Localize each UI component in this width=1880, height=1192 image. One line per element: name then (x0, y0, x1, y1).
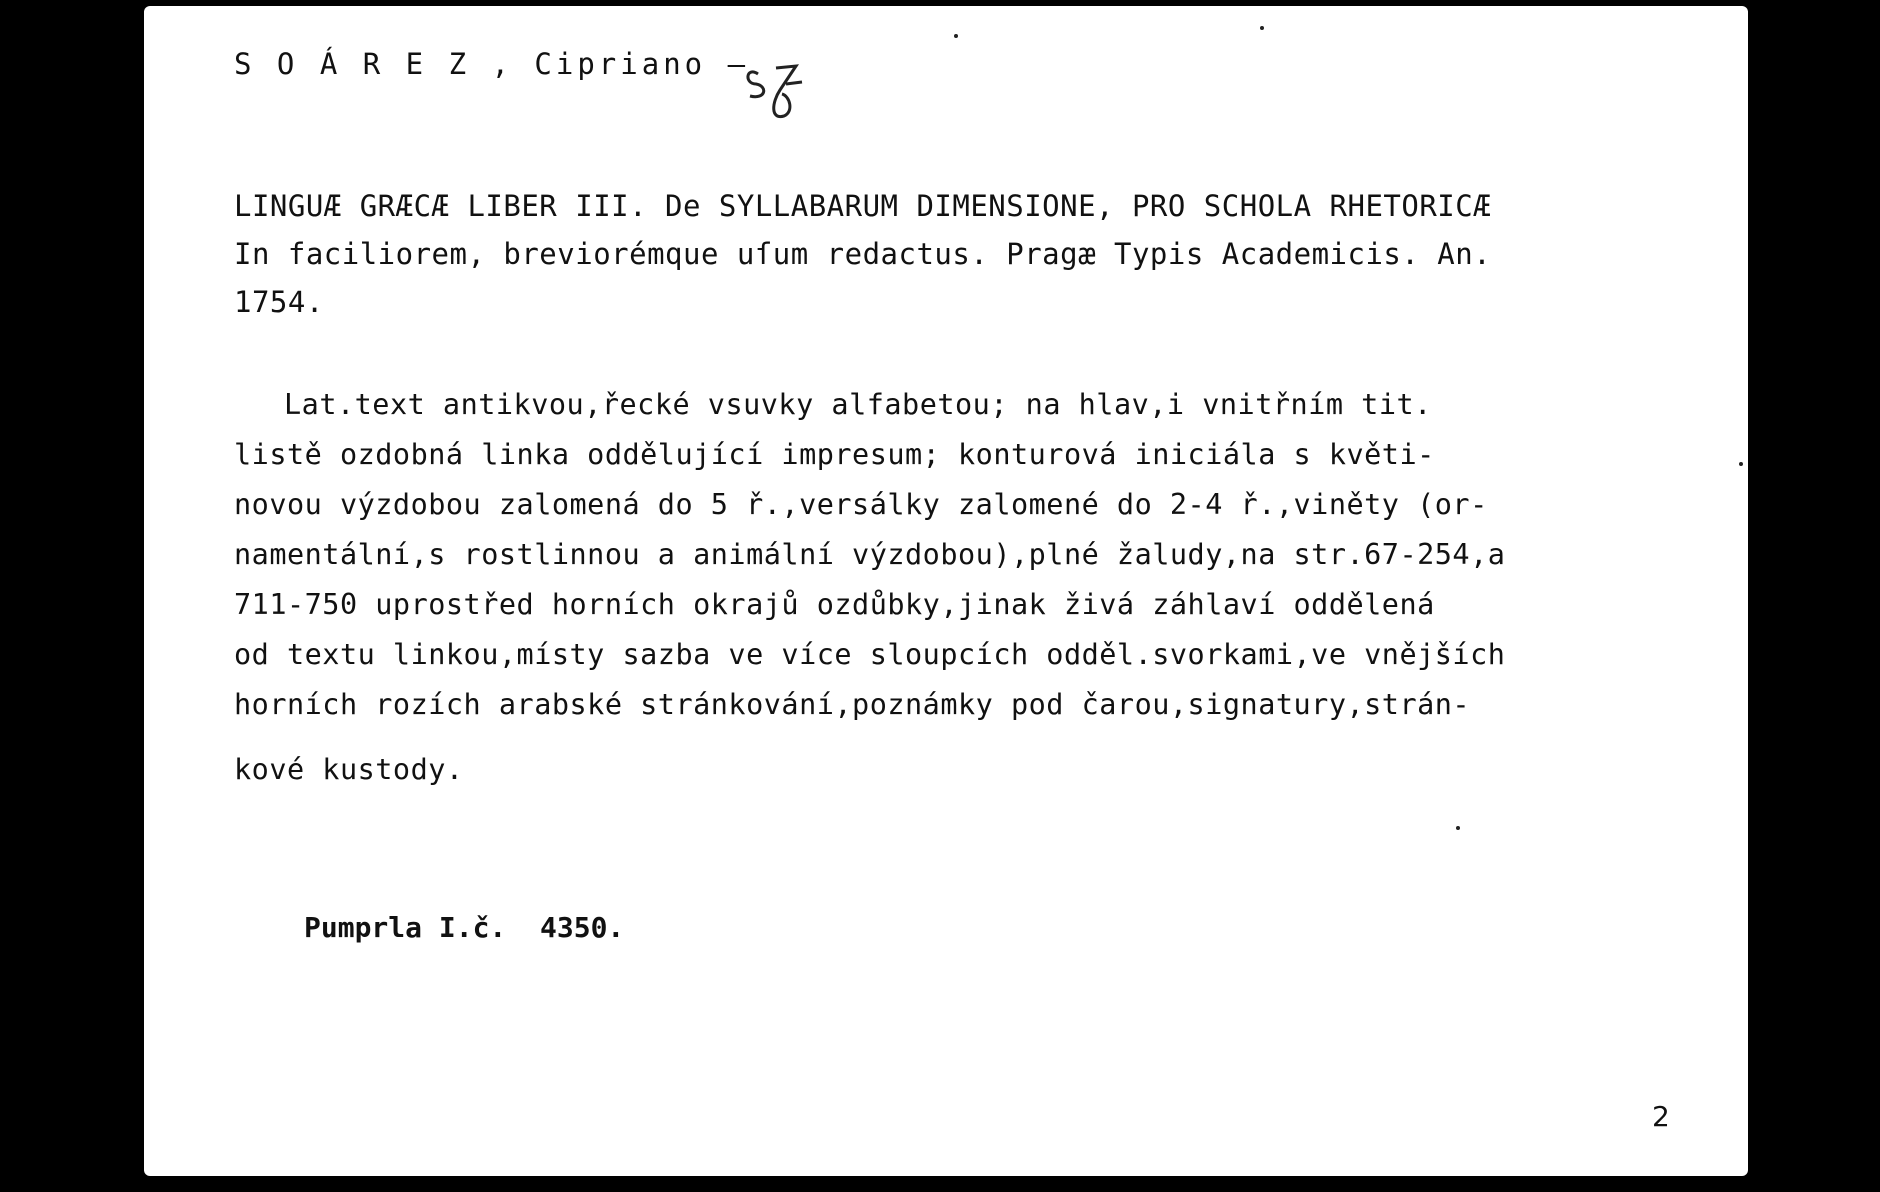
signature-line: Pumprla I.č. 4350. (304, 911, 625, 944)
catalog-card (144, 6, 1748, 1176)
description-line-7: horních rozích arabské stránkování,poznámky pod čarou,signatury,strán- (234, 688, 1471, 721)
title-line-3: 1754. (234, 285, 324, 319)
description-line-3: novou výzdobou zalomená do 5 ř.,versálky zalomené do 2-4 ř.,viněty (or- (234, 488, 1488, 521)
description-line-8: kové kustody. (234, 753, 464, 786)
description-line-2: listě ozdobná linka oddělující impresum; konturová iniciála s květi- (234, 438, 1435, 471)
description-line-6: od textu linkou,místy sazba ve více sloupcích odděl.svorkami,ve vnějších (234, 638, 1506, 671)
description-line-4: namentální,s rostlinnou a animální výzdobou),plné žaludy,na str.67-254,a (234, 538, 1506, 571)
description-line-1: Lat.text antikvou,řecké vsuvky alfabetou; na hlav,i vnitřním tit. (284, 388, 1432, 421)
title-line-1: LINGUÆ GRÆCÆ LIBER III. De SYLLABARUM DIMENSIONE, PRO SCHOLA RHETORICÆ (234, 189, 1492, 223)
ink-speck (954, 34, 958, 38)
ink-speck (1260, 26, 1264, 30)
title-line-2: In faciliorem, breviorémque uſum redactus. Pragæ Typis Academicis. An. (234, 237, 1492, 271)
ink-speck (1456, 826, 1460, 830)
handwritten-note (736, 44, 826, 124)
page-number: 2 (1652, 1100, 1670, 1133)
author-heading: S O Á R E Z , Cipriano – (234, 47, 750, 81)
description-line-5: 711-750 uprostřed horních okrajů ozdůbky,jinak živá záhlaví oddělená (234, 588, 1435, 621)
ink-speck (1739, 462, 1743, 466)
